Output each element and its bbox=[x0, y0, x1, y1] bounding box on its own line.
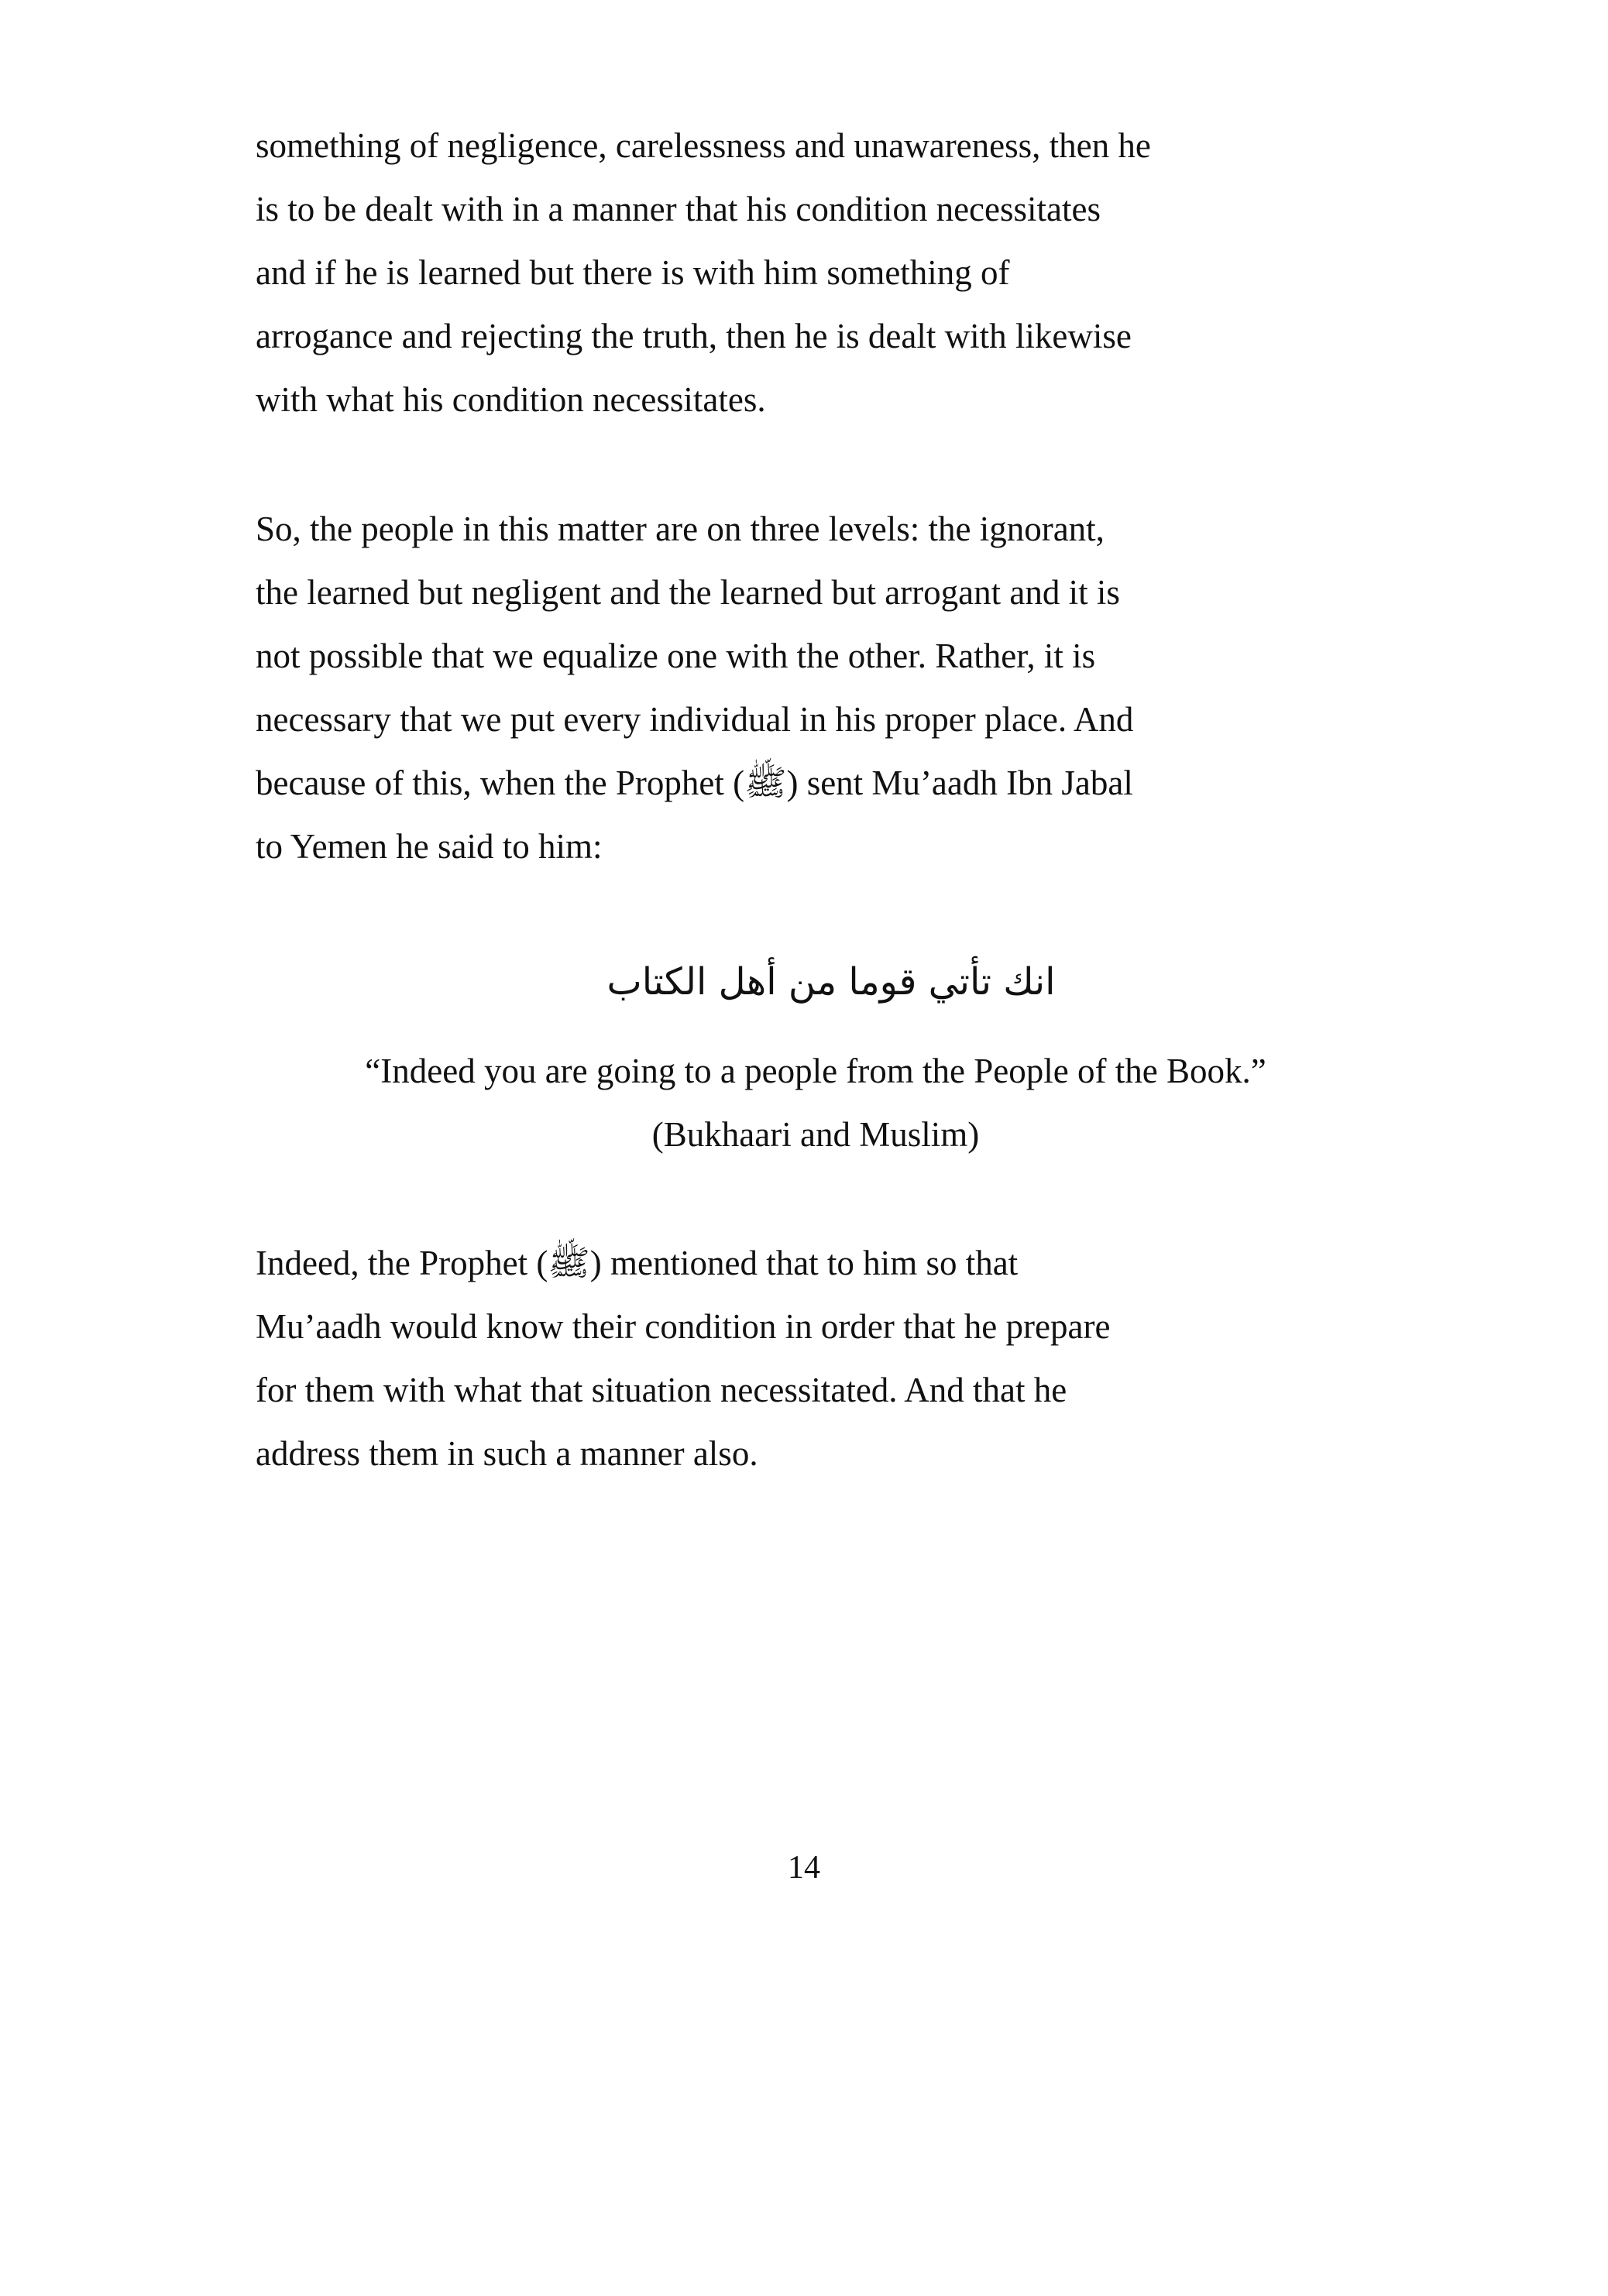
paragraph-line: because of this, when the Prophet (ﷺ) sent Mu’aadh Ibn Jabal bbox=[256, 764, 1133, 802]
paragraph-3 bbox=[256, 1231, 1379, 1485]
hadith-arabic-text: انك تأتي قوما من أهل الكتاب bbox=[606, 960, 1056, 1004]
paragraph-line: for them with what that situation necessitated. And that he bbox=[256, 1371, 1067, 1409]
paragraph-2 bbox=[256, 497, 1379, 878]
paragraph-line: is to be dealt with in a manner that his condition necessitates bbox=[256, 190, 1101, 228]
paragraph-line: with what his condition necessitates. bbox=[256, 380, 766, 419]
paragraph-line: arrogance and rejecting the truth, then he is dealt with likewise bbox=[256, 317, 1132, 355]
page-number: 14 bbox=[788, 1850, 820, 1886]
hadith-source: (Bukhaari and Muslim) bbox=[651, 1115, 980, 1154]
paragraph-1 bbox=[256, 114, 1379, 431]
paragraph-line: So, the people in this matter are on three levels: the ignorant, bbox=[256, 510, 1105, 548]
hadith-quote bbox=[0, 1039, 1608, 1166]
paragraph-line: Mu’aadh would know their condition in order that he prepare bbox=[256, 1307, 1111, 1346]
paragraph-line: address them in such a manner also. bbox=[256, 1434, 758, 1473]
paragraph-line: and if he is learned but there is with him something of bbox=[256, 253, 1010, 292]
hadith-translation: “Indeed you are going to a people from the People of the Book.” bbox=[365, 1052, 1266, 1090]
paragraph-line: to Yemen he said to him: bbox=[256, 827, 603, 866]
paragraph-line: something of negligence, carelessness and unawareness, then he bbox=[256, 126, 1151, 165]
paragraph-line: the learned but negligent and the learned but arrogant and it is bbox=[256, 573, 1120, 612]
paragraph-line: Indeed, the Prophet (ﷺ) mentioned that to him so that bbox=[256, 1244, 1019, 1282]
paragraph-line: necessary that we put every individual in his proper place. And bbox=[256, 700, 1134, 739]
paragraph-line: not possible that we equalize one with the other. Rather, it is bbox=[256, 637, 1096, 675]
